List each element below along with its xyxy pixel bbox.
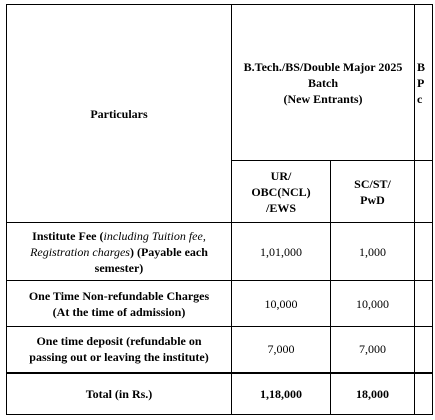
batch-header-line1: B.Tech./BS/Double Major 2025 bbox=[243, 59, 403, 74]
table-row bbox=[7, 281, 433, 327]
row-value-ur: 10,000 bbox=[232, 281, 331, 327]
row-value-ur: 1,01,000 bbox=[232, 223, 331, 281]
batch-header-line2: Batch bbox=[308, 75, 338, 90]
total-value-ur: 1,18,000 bbox=[232, 373, 331, 415]
cut-off-cell bbox=[415, 373, 433, 415]
row-value-ur: 7,000 bbox=[232, 327, 331, 373]
batch-header bbox=[232, 5, 415, 161]
cut-off-cell bbox=[415, 161, 433, 223]
particulars-header-label: Particulars bbox=[90, 106, 148, 121]
row-value-sc: 7,000 bbox=[331, 327, 415, 373]
table-row bbox=[7, 327, 433, 373]
total-label: Total (in Rs.) bbox=[7, 373, 232, 415]
category-ur-line1: UR/ bbox=[270, 168, 292, 183]
cut-off-header bbox=[415, 5, 433, 161]
category-sc-line1: SC/ST/ bbox=[354, 176, 391, 191]
total-value-sc: 18,000 bbox=[331, 373, 415, 415]
row-value-sc: 10,000 bbox=[331, 281, 415, 327]
cut-off-cell bbox=[415, 281, 433, 327]
category-ur-line3: /EWS bbox=[265, 200, 296, 215]
header-row-top bbox=[7, 5, 433, 161]
category-sc-header bbox=[331, 161, 415, 223]
particulars-header bbox=[7, 5, 232, 223]
total-row bbox=[7, 373, 433, 415]
row-label-institute-fee: Institute Fee (including Tuition fee, Registration charges) (Payable each semester) bbox=[7, 223, 232, 281]
category-ur-line2: OBC(NCL) bbox=[251, 184, 311, 199]
table-row bbox=[7, 223, 433, 281]
row-label-deposit: One time deposit (refundable on passing out or leaving the institute) bbox=[7, 327, 232, 373]
cut-off-header-line3: c bbox=[417, 91, 423, 106]
category-ur-header bbox=[232, 161, 331, 223]
category-sc-line2: PwD bbox=[360, 192, 385, 207]
row-label-non-refundable: One Time Non-refundable Charges (At the time of admission) bbox=[7, 281, 232, 327]
cut-off-cell bbox=[415, 223, 433, 281]
cut-off-cell bbox=[415, 327, 433, 373]
batch-header-line3: (New Entrants) bbox=[283, 91, 363, 106]
row-value-sc: 1,000 bbox=[331, 223, 415, 281]
cut-off-header-line1: B bbox=[417, 59, 426, 74]
fee-table bbox=[6, 4, 433, 415]
cut-off-header-line2: P bbox=[417, 75, 425, 90]
